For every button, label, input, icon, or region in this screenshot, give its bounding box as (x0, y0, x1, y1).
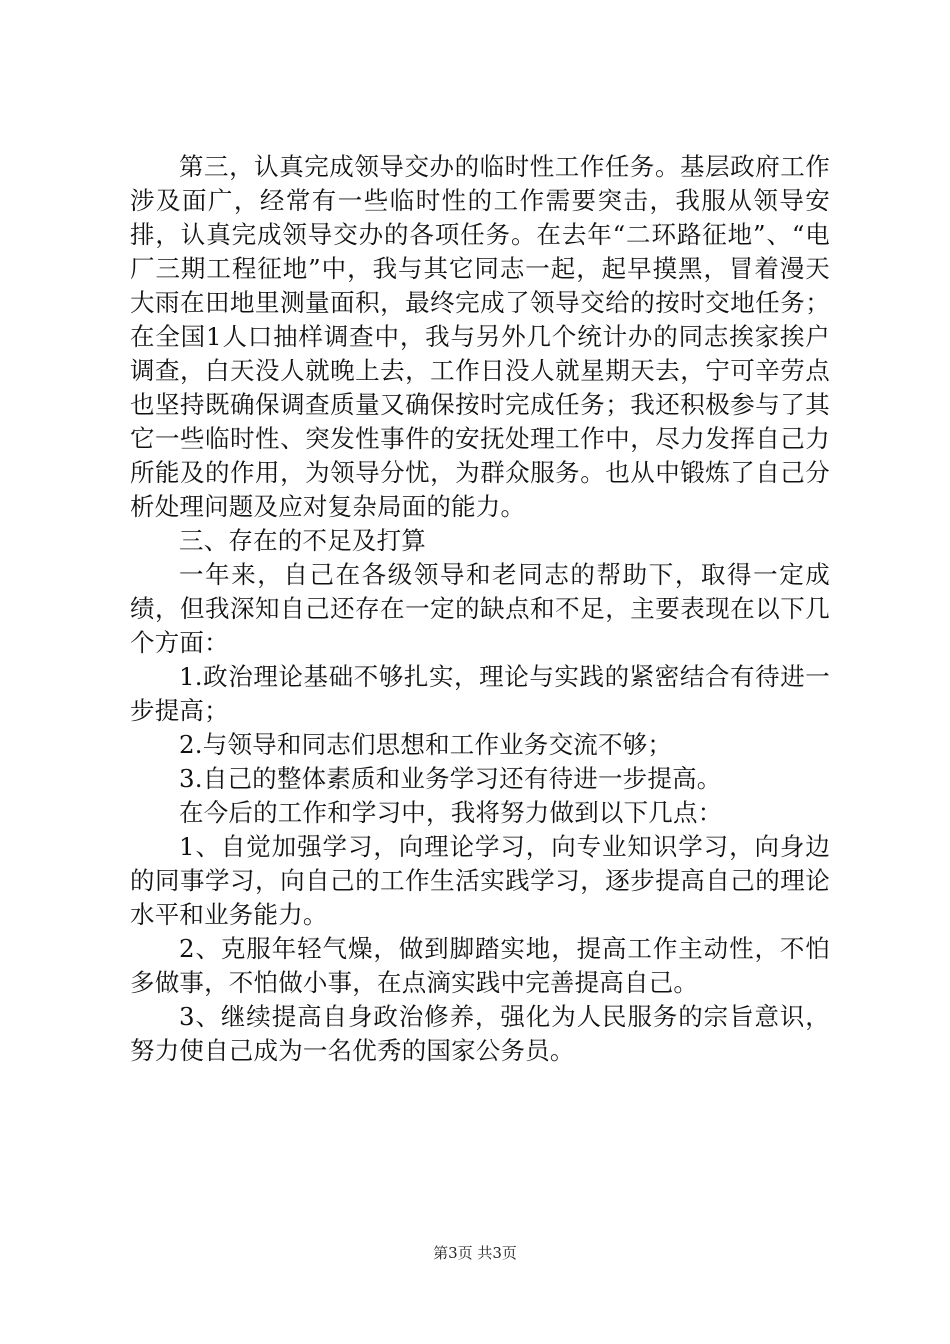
paragraph-temporary-tasks: 第三，认真完成领导交办的临时性工作任务。基层政府工作涉及面广，经常有一些临时性的工作需要突击，我服从领导安排，认真完成领导交办的各项任务。在去年“二环路征地”、“电厂三期工程征地”中，我与其它同志一起，起早摸黑，冒着漫天大雨在田地里测量面积，最终完成了领导交给的按时交地任务；在全国1人口抽样调查中，我与另外几个统计办的同志挨家挨户调查，白天没人就晚上去，工作日没人就星期天去，宁可辛劳点也坚持既确保调查质量又确保按时完成任务；我还积极参与了其它一些临时性、突发性事件的安抚处理工作中，尽力发挥自己力所能及的作用，为领导分忧，为群众服务。也从中锻炼了自己分析处理问题及应对复杂局面的能力。 (130, 152, 830, 521)
paragraph-future-plan-intro: 在今后的工作和学习中，我将努力做到以下几点： (179, 798, 723, 827)
paragraph-summary-year: 一年来，自己在各级领导和老同志的帮助下，取得一定成绩，但我深知自己还存在一定的缺点和不足，主要表现在以下几个方面： (130, 560, 830, 657)
list-item-plan-1: 1、自觉加强学习，向理论学习，向专业知识学习，向身边的同事学习，向自己的工作生活实践学习，逐步提高自己的理论水平和业务能力。 (130, 832, 830, 929)
list-item-plan-2: 2、克服年轻气燥，做到脚踏实地，提高工作主动性，不怕多做事，不怕做小事，在点滴实践中完善提高自己。 (130, 934, 830, 997)
list-item-shortcoming-3: 3.自己的整体素质和业务学习还有待进一步提高。 (179, 764, 722, 793)
list-item-plan-3: 3、继续提高自身政治修养，强化为人民服务的宗旨意识，努力使自己成为一名优秀的国家公务员。 (130, 1002, 830, 1065)
section-heading-shortcomings: 三、存在的不足及打算 (179, 526, 426, 555)
page-footer: 第3页 共3页 (433, 1244, 517, 1262)
list-item-shortcoming-2: 2.与领导和同志们思想和工作业务交流不够； (179, 730, 673, 759)
list-item-shortcoming-1: 1.政治理论基础不够扎实，理论与实践的紧密结合有待进一步提高； (130, 662, 830, 725)
document-body (130, 150, 830, 1068)
